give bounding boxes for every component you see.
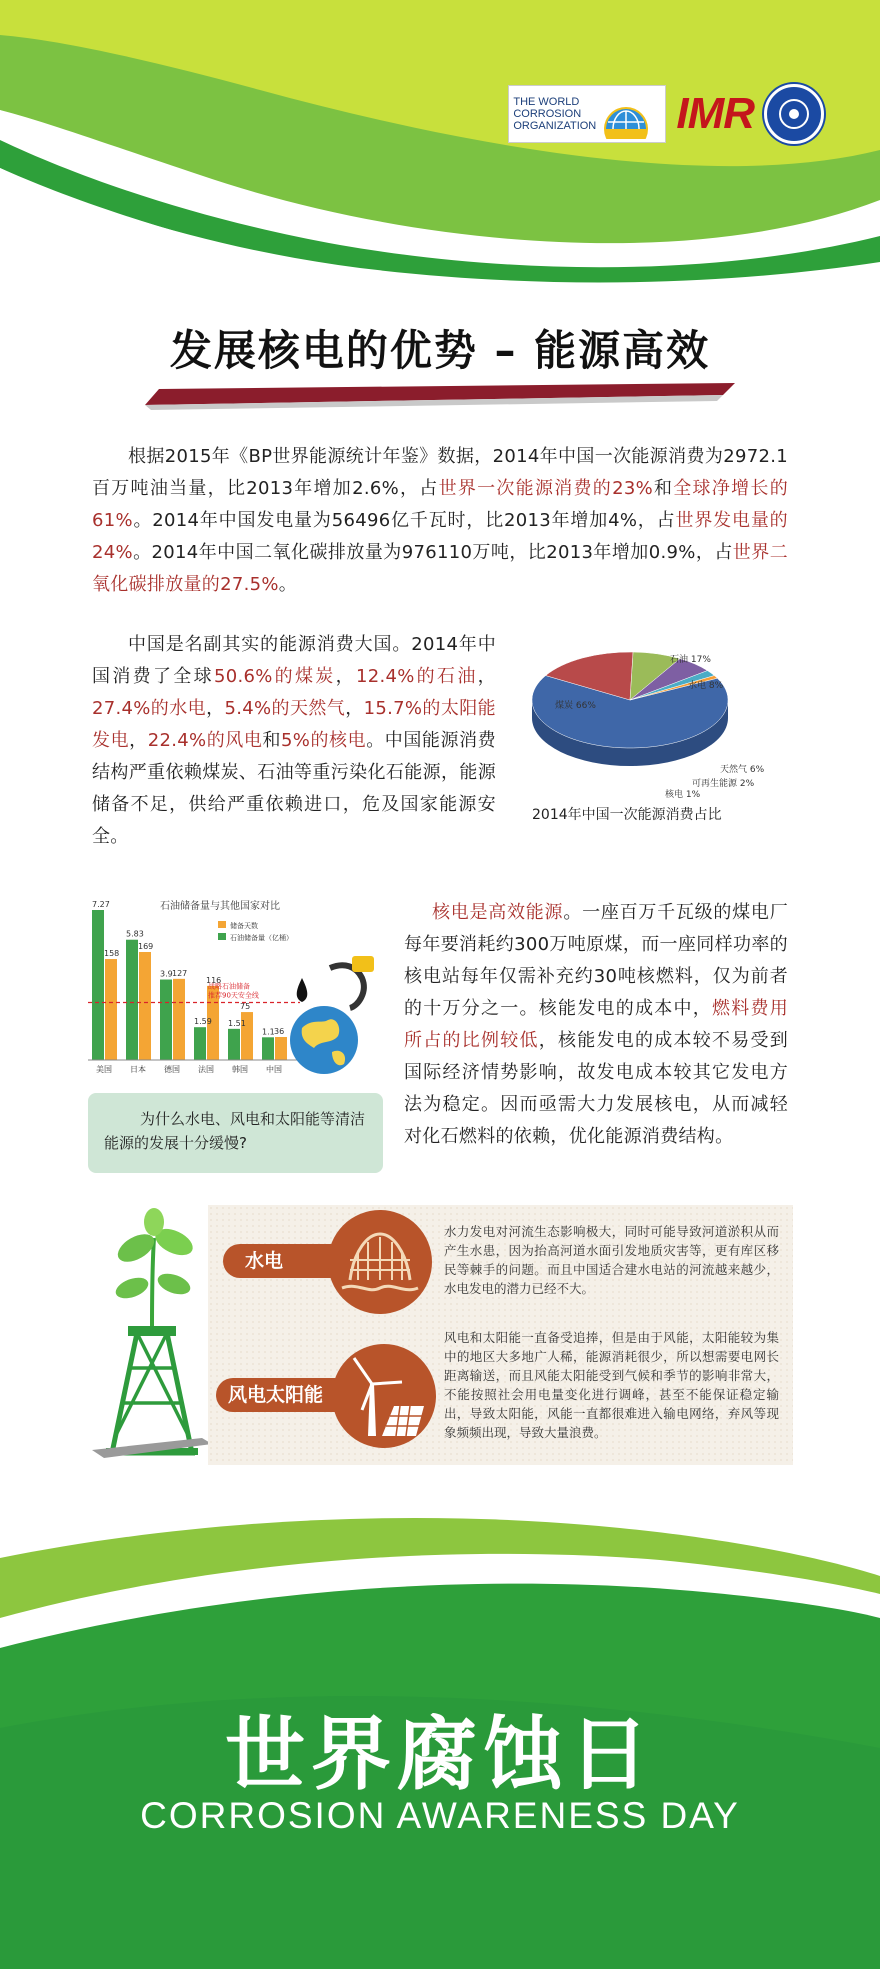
days-value-label-0: 158	[104, 949, 120, 959]
title-underline	[145, 383, 735, 411]
bar-oil-0	[92, 910, 104, 1060]
days-value-label-5: 36	[274, 1026, 285, 1036]
legend-swatch-0	[218, 921, 226, 928]
page-title: 发展核电的优势 – 能源高效	[169, 326, 711, 375]
wind-solar-icon	[332, 1344, 436, 1448]
footer-subtitle: CORROSION AWARENESS DAY	[140, 1795, 740, 1836]
pie-label-5: 核电 1%	[665, 790, 701, 800]
plant-tower-icon	[92, 1208, 212, 1458]
pie-label-2: 水电 8%	[688, 681, 724, 691]
days-value-label-3: 116	[206, 975, 222, 985]
intro-paragraph: 根据2015年《BP世界能源统计年鉴》数据，2014年中国一次能源消费为2972.1百万吨油当量，比2013年增加2.6%，占世界一次能源消费的23%和全球净增长的61%。2014年中国发电量为56496亿千瓦时，比2013年增加4%，占世界发电量的24%。2014年中国二氧化碳排放量为976110万吨，比2013年增加0.9%，占世界二氧化碳排放量的27.5%。	[92, 446, 788, 595]
legend-swatch-1	[218, 933, 226, 940]
legend-label-1: 石油储备量（亿桶）	[230, 934, 293, 942]
pie-label-4: 可再生能源 2%	[692, 779, 755, 789]
bar-oil-4	[228, 1029, 240, 1060]
bar-oil-5	[262, 1037, 274, 1060]
energy-pie-chart	[520, 630, 770, 800]
oil-value-label-4: 1.51	[228, 1018, 246, 1028]
partner-logos	[508, 82, 824, 146]
pie-label-1: 石油 17%	[670, 655, 711, 665]
bar-oil-3	[194, 1027, 206, 1060]
category-label-3: 法国	[198, 1065, 214, 1074]
hydro-label: 水电	[223, 1244, 373, 1278]
hydro-dam-icon	[328, 1210, 432, 1314]
sun-globe-icon	[593, 89, 659, 139]
bar-days-0	[105, 959, 117, 1060]
safety-line-label-2: 推荐90天安全线	[208, 991, 259, 1000]
consumption-paragraph: 中国是名副其实的能源消费大国。2014年中国消费了全球50.6%的煤炭，12.4%的石油，27.4%的水电，5.4%的天然气，15.7%的太阳能发电，22.4%的风电和5%的核电。中国能源消费结构严重依赖煤炭、石油等重污染化石能源，能源储备不足，供给严重依赖进口，危及国家能源安全。	[92, 634, 496, 847]
oil-value-label-5: 1.1	[262, 1027, 275, 1037]
question-bubble: 为什么水电、风电和太阳能等清洁能源的发展十分缓慢?	[88, 1093, 383, 1173]
legend-label-0: 储备天数	[230, 922, 258, 930]
days-value-label-4: 75	[240, 1002, 251, 1012]
oil-value-label-2: 3.9	[160, 969, 173, 979]
oil-value-label-0: 7.27	[92, 900, 110, 909]
oil-value-label-1: 5.83	[126, 929, 144, 939]
footer-title: 世界腐蚀日	[225, 1708, 655, 1801]
bar-oil-1	[126, 940, 138, 1060]
bar-days-2	[173, 979, 185, 1060]
pie-label-0: 煤炭 66%	[555, 701, 596, 711]
category-label-2: 德国	[164, 1065, 180, 1074]
wind-solar-text: 风电和太阳能一直备受追捧，但是由于风能，太阳能较为集中的地区大多地广人稀，能源消耗很少，所以想需要电网长距离输送，而且风能太阳能受到气候和季节的影响非常大，不能按照社会用电量变化进行调峰，甚至不能保证稳定输出，导致太阳能，风能一直都很难进入输电网络，弃风等现象频频出现，导致大量浪费。	[444, 1330, 779, 1440]
category-label-1: 日本	[130, 1065, 146, 1074]
safety-line-label-1: 战略石油储备	[208, 982, 250, 991]
wco-logo-text: THE WORLD CORROSION ORGANIZATION	[513, 96, 597, 132]
bar-days-1	[139, 952, 151, 1060]
fuel-globe-icon	[282, 948, 382, 1078]
imr-logo: IMR	[676, 89, 754, 138]
cas-emblem-icon	[764, 84, 824, 144]
category-label-0: 美国	[96, 1065, 112, 1074]
pie-label-3: 天然气 6%	[720, 765, 765, 775]
category-label-4: 韩国	[232, 1065, 248, 1074]
nuclear-efficiency-paragraph: 核电是高效能源。一座百万千瓦级的煤电厂每年要消耗约300万吨原煤，而一座同样功率的核电站每年仅需补充约30吨核燃料，仅为前者的十万分之一。核能发电的成本中，燃料费用所占的比例较低，核能发电的成本较不易受到国际经济情势影响，故发电成本较其它发电方法为稳定。因而亟需大力发展核电，从而减轻对化石燃料的依赖，优化能源消费结构。	[404, 902, 788, 1147]
wco-logo	[508, 85, 666, 143]
wind-solar-label: 风电太阳能	[216, 1378, 366, 1412]
days-value-label-2: 127	[172, 968, 188, 978]
hydro-text: 水力发电对河流生态影响极大，同时可能导致河道淤积从而产生水患，因为抬高河道水面引发地质灾害等，更有库区移民等棘手的问题。而且中国适合建水电站的河流越来越少，水电发电的潜力已经不大。	[444, 1224, 779, 1296]
bar-oil-2	[160, 980, 172, 1060]
category-label-5: 中国	[266, 1065, 282, 1074]
bar-chart-title: 石油储备量与其他国家对比	[160, 901, 280, 912]
days-value-label-1: 169	[138, 942, 154, 951]
pie-caption: 2014年中国一次能源消费占比	[532, 807, 722, 823]
oil-value-label-3: 1.59	[194, 1017, 212, 1027]
